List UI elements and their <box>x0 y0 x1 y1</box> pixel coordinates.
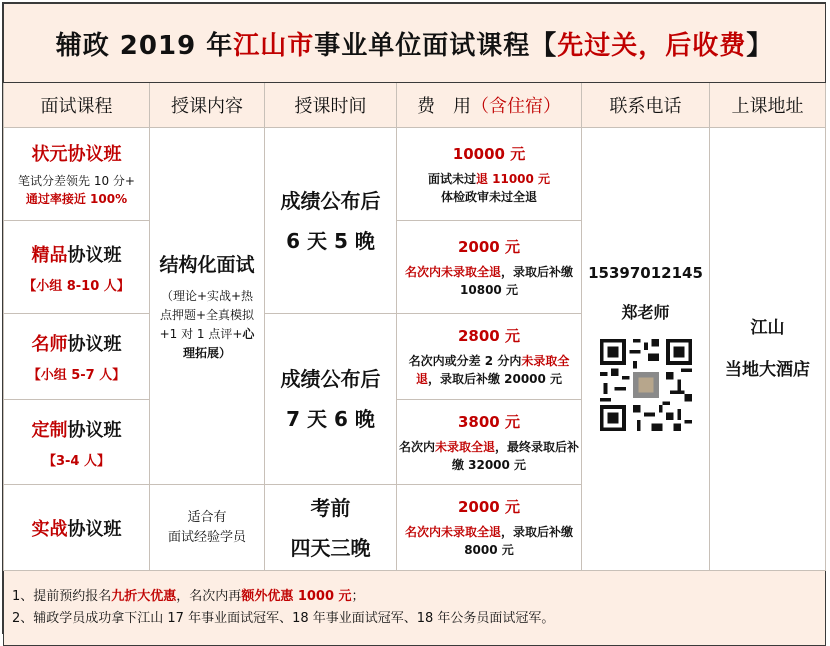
note-1: 1、提前预约报名九折大优惠，名次内再额外优惠 1000 元； <box>12 589 365 604</box>
course-cell: 实战协议班 <box>4 485 150 571</box>
phone-number: 15397012145 <box>588 263 703 282</box>
fee-cell: 2000 元 名次内未录取全退，录取后补缴 10800 元 <box>397 221 582 314</box>
fee-cell: 2800 元 名次内或分差 2 分内未录取全退，录取后补缴 20000 元 <box>397 314 582 400</box>
notes-cell <box>4 571 826 646</box>
note-2: 2、辅政学员成功拿下江山 17 年事业面试冠军、18 年事业面试冠军、18 年公务员面试冠军。 <box>12 611 555 626</box>
header-contact: 联系电话 <box>582 83 710 128</box>
header-fee: 费 用（含住宿） <box>397 83 582 128</box>
contact-cell <box>582 128 710 571</box>
time-cell: 成绩公布后 6 天 5 晚 <box>265 128 397 314</box>
header-time: 授课时间 <box>265 83 397 128</box>
course-cell: 精品协议班 【小组 8-10 人】 <box>4 221 150 314</box>
header-address: 上课地址 <box>710 83 826 128</box>
fee-cell: 3800 元 名次内未录取全退，最终录取后补缴 32000 元 <box>397 400 582 485</box>
qr-code-icon <box>600 339 692 431</box>
table-row <box>4 128 826 221</box>
course-table <box>3 3 826 646</box>
fee-cell: 2000 元 名次内未录取全退，录取后补缴 8000 元 <box>397 485 582 571</box>
title-row <box>4 4 826 83</box>
header-content: 授课内容 <box>150 83 265 128</box>
address-cell: 江山 当地大酒店 <box>710 128 826 571</box>
fee-cell: 10000 元 面试未过退 11000 元 体检政审未过全退 <box>397 128 582 221</box>
course-cell: 名师协议班 【小组 5-7 人】 <box>4 314 150 400</box>
course-cell: 状元协议班 笔试分差领先 10 分+ 通过率接近 100% <box>4 128 150 221</box>
content-cell-last: 适合有 面试经验学员 <box>150 485 265 571</box>
content-cell: 结构化面试 （理论+实战+热点押题+全真模拟+1 对 1 点评+心理拓展） <box>150 128 265 485</box>
course-table-frame <box>2 2 826 634</box>
notes-row <box>4 571 826 646</box>
header-course: 面试课程 <box>4 83 150 128</box>
header-row <box>4 83 826 128</box>
time-cell: 考前 四天三晚 <box>265 485 397 571</box>
time-cell: 成绩公布后 7 天 6 晚 <box>265 314 397 485</box>
course-cell: 定制协议班 【3-4 人】 <box>4 400 150 485</box>
teacher-name: 郑老师 <box>621 302 670 322</box>
page-title: 辅政 2019 年江山市事业单位面试课程【先过关，后收费】 <box>4 4 826 83</box>
